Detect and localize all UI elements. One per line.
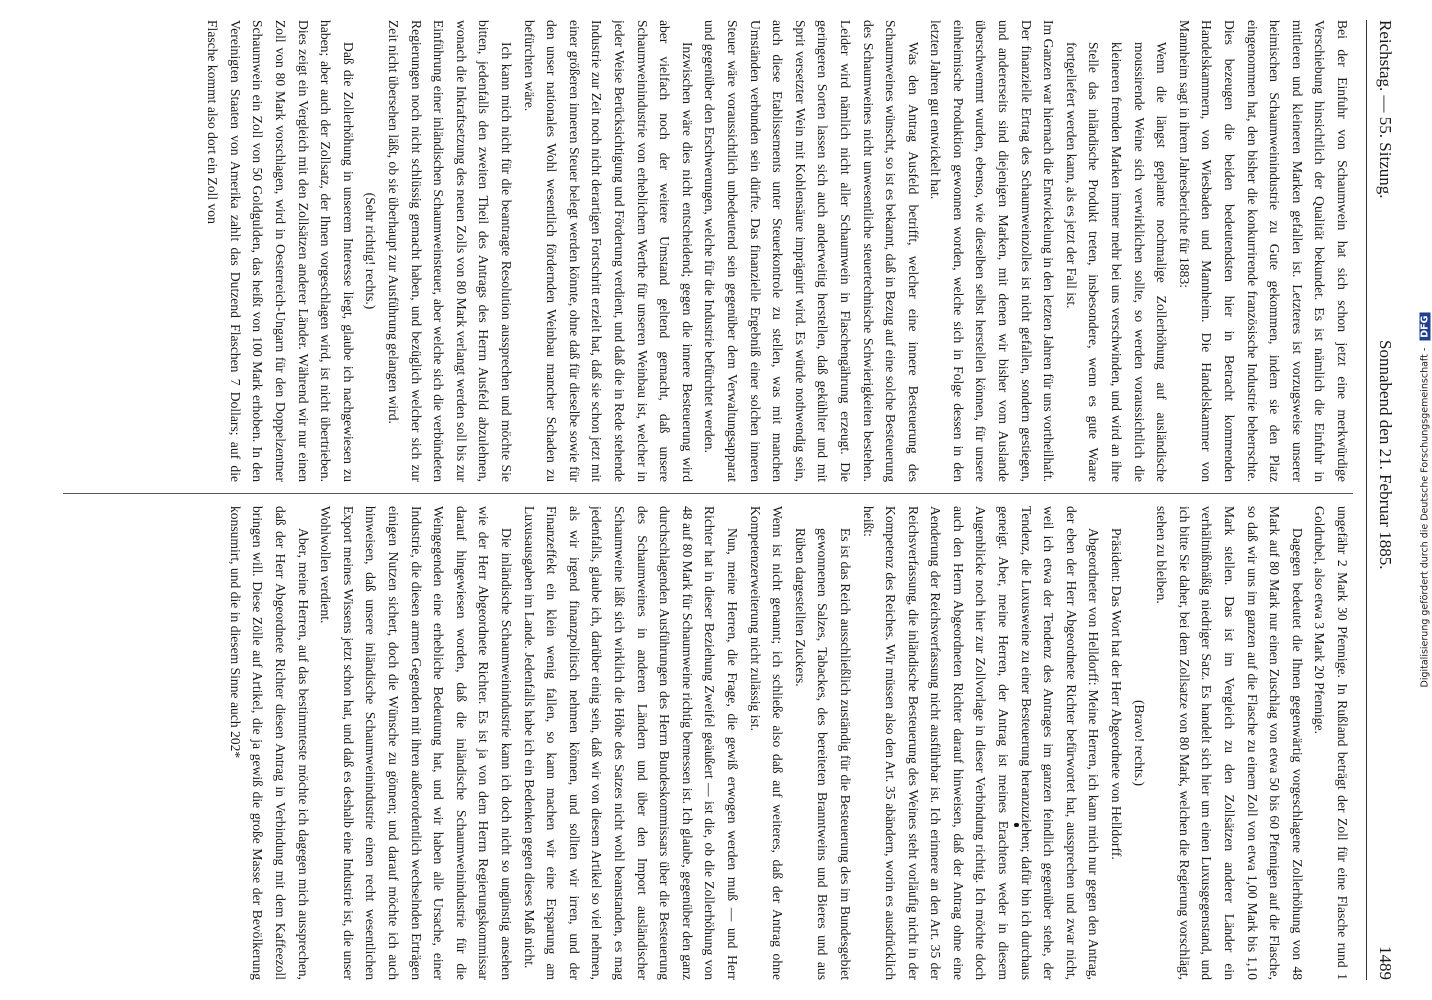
paragraph: Ich kann mich nicht für die beantragte Resolution aussprechen und möchte Sie bitten, jedenfalls den zweiten Theil des Antrags des Herrn Ausfeld abzulehnen, wonach die Inkraftsetzung des neuen Zolls von 80 Mark verlangt werden soll bis zur Einführung einer inländischen Schaumweinsteuer, aber welche sich die verbündeten Regierungen noch nicht schlüssig gemacht haben, und bezüglich welcher sich zur Zeit nicht übersehen läßt, ob sie überhaupt zur Ausführung gelangen wird. [386,20,515,482]
paragraph: Bei der Einfuhr von Schaumwein hat sich schon jetzt eine merkwürdige Verschiebung hinsichtlich der Qualität bekundet. Es ist nämlich die Einfuhr in mittleren und kleineren Marken gefallen ist. Letzteres ist vorzugsweise unserer heimischen Schaumweinindustrie zu Gute gekommen, indem sie den Platz eingenommen hat, den bisher die konkurrirende französische Industrie beherrschte. Dies bezeugen die beiden bedeutendsten hier in Betracht kommenden Handelskammern, von Wiesbaden und Mannheim. Die Handelskammer von Mannheim sagt in ihrem Jahresberichte für 1883: [1176,20,1350,482]
paragraph: Dagegen bedeutet die Ihnen gegenwärtig vorgeschlagene Zollerhöhung von 48 Mark auf 80 Mark nur einen Zuschlag von etwa 50 bis 60 Pfennigen auf die Flasche, so daß wir uns im ganzen auf die Flasche zu einem Zoll von etwa 1,00 Mark bis 1,10 Mark stellen. Das ist im Vergleich zu den Zollsätzen anderer Länder ein verhältnißmäßig niedriger Satz. Es handelt sich hier um einen Luxusgegenstand, und ich bitte Sie daher, bei dem Zollsatze von 80 Mark, welchen die Regierung vorschlägt, stehen zu bleiben. [1154,506,1305,980]
dfg-logo: DFG [1420,313,1431,341]
credit-text: Digitalisierung gefördert durch die Deutsche Forschungsgemeinschaft - [1419,347,1431,688]
credit-text-wrap [1420,313,1431,688]
speaker-paragraph: Präsident: Das Wort hat der Herr Abgeordnete von Helldorff. [1109,528,1125,860]
paragraph: Was den Antrag Ausfeld betrifft, welcher eine innere Besteuerung des Schaumweines wünscht, so ist es bekannt, daß in Bezug auf eine solche Besteuerung des Schaumweines nicht unwesentliche steuertechnische Schwierigkeiten bestehen. Leider wird nämlich nicht aller Schaumwein in Flaschengährung erzeugt. Die geringeren Sorten lassen sich auch anderweitig herstellen, daß gekühlter und mit Sprit versetzter Wein mit Kohlensäure imprägnirt wird. Es würde nothwendig sein, auch diese Etablissements unter Steuerkontrole zu stellen, was mit manchen Umständen verbunden sein dürfte. Das finanzielle Ergebniß einer solchen inneren Steuer wäre voraussichtlich unbedeutend sein gegenüber dem Verwaltungsapparat und gegenüber den Erschwerungen, welche für die Industrie befürchtet werden. [702,20,921,482]
digitization-credit-strip [1418,12,1432,988]
right-column [63,506,1353,980]
paragraph: ungefähr 2 Mark 30 Pfennige. In Rußland beträgt der Zoll für eine Flasche rund 1 Goldrubel, also etwa 3 Mark 20 Pfennige. [1312,506,1350,980]
page-number: 1489 [1376,946,1395,980]
column-divider [63,493,1353,494]
paragraph: Wenn ist nicht genannt; ich schließe also daß auf weiteres, daß der Antrag ohne Kompetenzerweiterung nicht zulässig ist. [747,506,786,980]
running-header [1366,20,1401,980]
paragraph: Nun, meine Herren, die Frage, die gewiß erwogen werden muß — und Herr Richter hat in dieser Beziehung Zweifel geäußert — ist die, ob die Zollerhöhung von 48 auf 80 Mark für Schaumweine richtig bemessen ist. Ich glaube, gegenüber den ganz durchschlagenden Ausführungen des Herrn Bundeskommissars über die Besteuerung des Schaumweines in anderen Ländern und über den Import ausländischer Schaumweine läßt sich wirklich die Höhe des Satzes nicht wohl beanstanden, es mag jedenfalls, glaube ich, darüber einig sein, daß wir von diesem Artikel so viel nehmen, als wir irgend finanzpolitisch nehmen können, und sollten wir irren, und der Finanzeffekt ein klein wenig fallen, so kann machen wir eine Ersparung am Luxusausgaben im Lande. Jedenfalls habe ich ein Bedenken gegen dieses Maß nicht. [521,506,740,980]
paragraph: Im Ganzen war hiernach die Entwickelung in den letzten Jahren für uns vortheilhaft. Der finanzielle Ertrag des Schaumweinzolles ist nicht gefallen, sondern gestiegen, und andererseits sind diejenigen Marken, mit denen wir bisher vom Auslande überschwemmt wurden, ebenso, wie dieselben selbst herstellen können, für unsere einheimische Produktion gewonnen worden, welche sich in Folge dessen in den letzten Jahren gut entwickelt hat. [928,20,1057,482]
interjection: (Sehr richtig! rechts.) [363,192,379,310]
paragraph: Inzwischen wäre dies nicht entscheidend; gegen die innere Besteuerung wird aber vielfach noch der weitere Umstand geltend gemacht, daß unsere Schaumweinindustrie von erheblichem Werthe für unseren Weinbau ist, welcher in jeder Weise Berücksichtigung und Förderung verdient, und daß die in Rede stehende Industrie zur Zeit noch nicht derartigen Fortschritt erzielt hat, daß sie schon jetzt mit einer größeren inneren Steuer belegt werden könnte, ohne daß für dieselbe sowie für den unser nationales Wohl wesentlich fördernden Weinbau mancher Schaden zu befürchten wäre. [521,20,695,482]
interjection: (Bravo! rechts.) [1131,699,1147,787]
quotation: Es ist das Reich ausschließlich zuständig für die Besteuerung des im Bundesgebiet gewonnenen Salzes, Tabackes, des bereiteten Branntweins und Bieres und aus Rüben dargestellten Zuckers. [792,528,853,980]
header-center: Sonnabend den 21. Februar 1885. [1376,340,1395,570]
paragraph: Aber, meine Herren, auf das bestimmteste möchte ich dagegen mich aussprechen, daß der Herr Abgeordnete Richter diesen Antrag in Verbindung mit dem Kaffeezoll bringen will. Diese Zölle auf Artikel, die ja gewiß die große Masse der Bevölkerung konsumirt, und die in diesem Sinne auch 202* [227,506,311,980]
scan-speck [1014,823,1019,827]
left-column [63,20,1353,482]
rotated-document-page [29,0,1419,1000]
header-left: Reichstag. — 55. Sitzung. [1376,20,1395,199]
paragraph: Daß die Zollerhöhung in unserem Interesse liegt, glaube ich nachgewiesen zu haben; aber auch der Zollsatz, der Ihnen vorgeschlagen wird, ist nicht übertrieben. Dies zeigt ein Vergleich mit den Zollsätzen anderer Länder. Während wir nur einen Zoll von 80 Mark vorschlagen, wird in Oesterreich-Ungarn für den Doppelzentner Schaumwein ein Zoll von 50 Goldgulden, das heißt von 100 Mark erhoben. In den Vereinigten Staaten von Amerika zahlt das Dutzend Flaschen 7 Dollars; auf die Flasche kommt also dort ein Zoll von [205,20,356,482]
quotation: Wenn die längst geplante nochmalige Zollerhöhung auf ausländische moussirende Weine sich verwirklichen sollte, so werden voraussichtlich die kleineren fremden Marken immer mehr bei uns verschwinden, und wird an ihre Stelle das inländische Produkt treten, insbesondere, wenn es gute Waare fortgeliefert werden kann, als es jetzt der Fall ist. [1063,42,1170,482]
speaker-paragraph: Abgeordneter von Helldorff: Meine Herren, ich kann mich nur gegen den Antrag, der eben der Herr Abgeordnete Richter befürwortet hat, aussprechen und zwar nicht, weil ich etwa der Tendenz des Antrages im ganzen feindlich gegenüber stehe, der Tendenz, die Luxusweine zu einer Besteuerung heranzuziehen; dafür bin ich durchaus geneigt. Aber, meine Herren, der Antrag ist meines Erachtens weder in diesem Augenblicke noch hier zur Zollvorlage in dieser Verbindung richtig. Ich möchte doch auch den Herrn Abgeordneten Richter darauf hinweisen, daß der Antrag ohne eine Aenderung der Reichsverfassung nicht ausführbar ist. Ich erinnere an den Art. 35 der Reichsverfassung, die inländische Besteuerung des Weines steht vorläufig nicht in der Kompetenz des Reiches. Wir müssen also den Art. 35 abändern, worin es ausdrücklich heißt: [860,506,1102,980]
paragraph: Die inländische Schaumweinindustrie kann ich doch nicht so ungünstig ansehen wie der Herr Abgeordnete Richter. Es ist ja von dem Herrn Regierungskommissar darauf hingewiesen worden, daß die inländische Schaumweinindustrie für die Weingegenden eine erhebliche Bedeutung hat, und wir haben alle Ursache, einer Industrie, die diesen armen Gegenden mit ihren außerordentlich wechselnden Erträgen einigen Nutzen sichert, doch die Wünsche zu gönnen; und darauf möchte ich auch hinweisen, daß unsere inländische Schaumweinindustrie einen recht wesentlichen Export meines Wissens jetzt schon hat, und daß es deshalb eine Industrie ist, die unser Wohlwollen verdient. [318,506,515,980]
